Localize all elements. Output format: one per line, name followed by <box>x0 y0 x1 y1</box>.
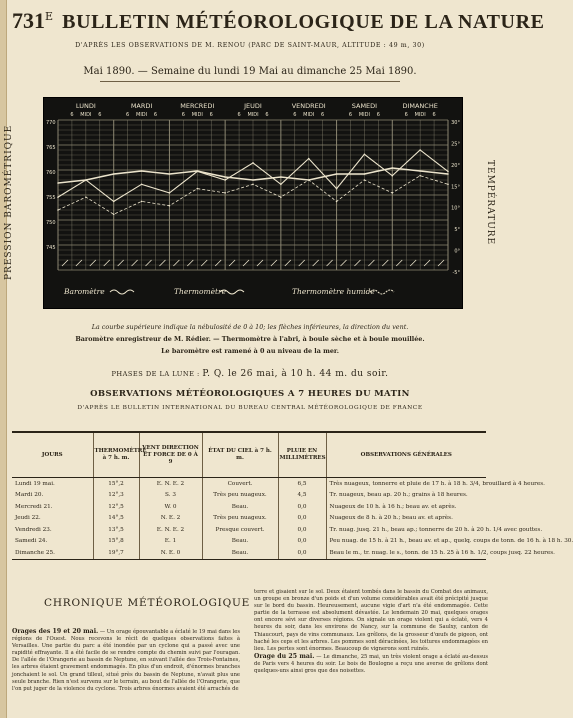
temperature-tick-label: 25° <box>451 141 460 148</box>
series-point <box>169 173 171 175</box>
table-header-row <box>12 432 486 478</box>
temperature-tick-label: 30° <box>451 120 460 126</box>
series-point <box>364 173 366 175</box>
cell-jour: Lundi 19 mai. <box>15 480 55 487</box>
series-point <box>252 162 254 164</box>
legend-label: Thermomètre humide <box>292 287 375 296</box>
cell-etat: Très peu nuageux. <box>202 513 278 525</box>
temperature-tick-label: -5° <box>452 270 460 276</box>
chart-hour-label: 6 <box>404 112 408 118</box>
bulletin-title <box>12 8 545 38</box>
cell-obs: Nuageux de 8 h. à 20 h.; beau av. et après. <box>326 513 486 525</box>
moon-phases <box>0 369 500 379</box>
text-orage-25: — Le dimanche, 25 mai, un très violent orage a éclaté au-dessus de Paris vers 4 heures du soir. Le bois de Boulogne a reçu une averse de grêlons dont quelques-uns ainsi gros que des noisettes. <box>254 653 488 675</box>
series-point <box>280 183 282 185</box>
chart-hour-label: 6 <box>70 112 74 118</box>
week-range: Mai 1890. — Semaine du lundi 19 Mai au dimanche 25 Mai 1890. <box>83 66 417 77</box>
series-point <box>447 171 449 173</box>
pressure-tick-label: 765 <box>46 145 56 151</box>
pressure-tick-label: 770 <box>46 120 56 126</box>
chart-hour-label: MIDI <box>191 112 203 118</box>
series-point <box>113 213 115 215</box>
text-orages-19-20: — Un orage épouvantable a éclaté le 19 mai dans les régions de l'Ouest. Nous recevons le récit de quelques observations faites à Versailles. Une partie du parc a été inondée par un cyclone qui a passé avec une rapidité effrayante. Il a été facile de se rendre compte du chemin suivi par l'ouragan. De l'allée de l'Orangerie au bassin de Neptune, en suivant l'allée des Trois-Fontaines, les arbres étaient gravement endommagés. En plus d'un endroit, d'énormes branches jonchaient le sol. Un grand tilleul, situé près du bassin de Neptune, n'avait plus une seule branche. Rien n'est survenu sur le terrain, au bout de l'allée de l'Orangerie, que l'on put juger de la violence du cyclone. Trois arbres énormes avaient été arrachés de <box>12 629 240 692</box>
temperature-tick-label: 20° <box>451 162 460 169</box>
cell-thermo: 15°,2 <box>93 478 139 490</box>
series-point <box>57 182 59 184</box>
temperature-tick-label: 10° <box>451 205 460 212</box>
temperature-side-label: TEMPÉRATURE <box>485 160 495 246</box>
chart-day-label: DIMANCHE <box>402 102 438 110</box>
series-point <box>141 201 143 203</box>
chart-day-label: LUNDI <box>75 102 96 110</box>
series-point <box>196 188 198 190</box>
cell-vent: E. 1 <box>139 536 202 548</box>
chronique-title: CHRONIQUE MÉTÉOROLOGIQUE <box>44 597 251 609</box>
series-point <box>113 173 115 175</box>
legend-label: Baromètre <box>64 287 105 296</box>
series-point <box>113 201 115 203</box>
cell-pluie: 0,0 <box>278 547 326 559</box>
series-point <box>419 175 421 177</box>
cell-pluie: 0,0 <box>278 536 326 548</box>
header-vent: VENT DIRECTION ET FORCE DE 0 À 9 <box>139 432 202 478</box>
series-point <box>252 179 254 181</box>
series-point <box>57 196 59 198</box>
series-point <box>336 201 338 203</box>
series-point <box>308 158 310 160</box>
lead-orage-25: Orage du 25 mai. <box>254 652 315 660</box>
cell-pluie: 0,0 <box>278 524 326 536</box>
table-row <box>12 524 486 536</box>
series-point <box>169 192 171 194</box>
chart-hour-label: 6 <box>293 112 297 118</box>
issue-suffix: E <box>45 10 54 23</box>
chart-day-label: JEUDI <box>244 102 262 110</box>
chart-hour-label: 6 <box>126 112 130 118</box>
cell-thermo: 15°,8 <box>93 536 139 548</box>
table-row <box>12 501 486 513</box>
observations-table <box>12 431 573 560</box>
divider <box>100 81 400 82</box>
chart-day-label: VENDREDI <box>291 102 326 110</box>
pressure-tick-label: 745 <box>46 245 56 251</box>
chart-hour-label: MIDI <box>136 112 148 118</box>
cell-jour: Vendredi 23. <box>15 526 52 533</box>
cell-thermo: 12°,3 <box>93 490 139 502</box>
series-point <box>447 173 449 175</box>
cell-etat: Beau. <box>202 536 278 548</box>
explanation-nebulosite: La courbe supérieure indique la nébulosité de 0 à 10; les flèches inférieures, la direction du vent. <box>91 323 409 331</box>
table-row <box>12 547 486 559</box>
chart-hour-label: 6 <box>181 112 185 118</box>
series-point <box>391 175 393 177</box>
chart-hour-label: MIDI <box>303 112 315 118</box>
cell-jour: Jeudi 22. <box>15 515 41 521</box>
chart-day-label: SAMEDI <box>351 102 378 110</box>
chart-hour-label: MIDI <box>358 112 370 118</box>
observations-subtitle: D'APRÈS LE BULLETIN INTERNATIONAL DU BUREAU CENTRAL MÉTÉOROLOGIQUE DE FRANCE <box>77 405 423 411</box>
chronique-column-left <box>12 628 240 693</box>
chart-hour-label: 6 <box>321 112 325 118</box>
cell-etat: Très peu nuageux. <box>202 490 278 502</box>
cell-jour: Mardi 20. <box>15 492 44 498</box>
header-pluie: PLUIE EN MILLIMÈTRES <box>278 432 326 478</box>
chart-day-label: MERCREDI <box>180 102 215 110</box>
chronique-column-right <box>254 589 488 675</box>
chart-hour-label: 6 <box>348 112 353 118</box>
chart-hour-label: 6 <box>265 112 269 118</box>
cell-jour: Mercredi 21. <box>15 503 53 510</box>
issue-number: 731 <box>12 8 45 33</box>
series-point <box>447 183 449 185</box>
header-etat-ciel: ÉTAT DU CIEL à 7 h. m. <box>202 432 278 478</box>
table-row <box>12 490 486 502</box>
cell-thermo: 13°,5 <box>93 524 139 536</box>
cell-jour: Dimanche 25. <box>12 547 93 559</box>
pressure-side-label: PRESSION BAROMÉTRIQUE <box>4 124 14 280</box>
series-point <box>391 192 393 194</box>
cell-vent: E. N. E. 2 <box>139 478 202 490</box>
series-point <box>224 179 226 181</box>
cell-etat: Presque couvert. <box>202 524 278 536</box>
pressure-tick-label: 750 <box>46 220 56 226</box>
series-point <box>85 179 87 181</box>
chart-hour-label: MIDI <box>414 112 426 118</box>
header-jours: JOURS <box>12 432 93 478</box>
page-binding-edge <box>0 0 7 718</box>
chart-hour-label: MIDI <box>80 112 92 118</box>
bulletin-subtitle: D'APRÈS LES OBSERVATIONS DE M. RENOU (PARC DE SAINT-MAUR, ALTITUDE : 49 m, 30) <box>75 42 425 49</box>
chart-hour-label: 6 <box>237 112 241 118</box>
observations-title: OBSERVATIONS MÉTÉOROLOGIQUES A 7 HEURES DU MATIN <box>90 389 410 399</box>
series-point <box>196 171 198 173</box>
moon-phases-value: P. Q. le 26 mai, à 10 h. 44 m. du soir. <box>202 369 389 379</box>
legend-swatch <box>110 290 134 294</box>
cell-etat: Beau. <box>202 501 278 513</box>
pressure-tick-label: 760 <box>46 170 56 176</box>
cell-thermo: 14°,5 <box>93 513 139 525</box>
cell-obs: Tr. nuag. jusq. 21 h., beau ap.; tonnerre de 20 h. à 20 h. 1/4 avec gouttes. <box>326 524 486 536</box>
table-row <box>12 513 486 525</box>
cell-pluie: 4,5 <box>278 490 326 502</box>
cell-obs: Peu nuag. de 15 h. à 21 h., beau av. et ap., quelq. coups de tonn. de 16 h. à 18 h. 30. <box>326 536 486 548</box>
header-thermometre: THERMOMÈTRE à 7 h. m. <box>93 432 139 478</box>
series-point <box>336 173 338 175</box>
series-point <box>364 153 366 155</box>
cell-vent: E. N. E. 2 <box>139 524 202 536</box>
cell-thermo: 12°,5 <box>93 501 139 513</box>
cell-vent: S. 3 <box>139 490 202 502</box>
temperature-tick-label: 5° <box>454 227 460 234</box>
moon-phases-prefix: PHASES DE LA LUNE : <box>111 370 200 378</box>
chart-hour-label: 6 <box>98 112 102 118</box>
lead-orages-19-20: Orages des 19 et 20 mai. <box>12 628 99 635</box>
cell-vent: N. E. 0 <box>139 547 202 559</box>
cell-obs: Tr. nuageux, beau ap. 20 h.; grains à 18 heures. <box>326 490 486 502</box>
chart-hour-label: 6 <box>376 112 380 118</box>
weather-chart <box>43 97 463 309</box>
series-point <box>280 196 282 198</box>
chart-hour-label: 6 <box>209 112 213 118</box>
series-point <box>57 209 59 211</box>
cell-obs: Beau le m., tr. nuag. le s., tonn. de 15 h. 25 à 16 h. 1/2, coups jusq. 22 heures. <box>326 547 486 559</box>
series-point <box>141 183 143 185</box>
series-point <box>224 176 226 178</box>
explanation-sea-level: Le baromètre est ramené à 0 au niveau de la mer. <box>161 347 339 355</box>
cell-pluie: 0,0 <box>278 513 326 525</box>
table-row <box>12 478 486 490</box>
series-point <box>419 149 421 151</box>
temperature-tick-label: 0° <box>454 248 460 255</box>
header-observations: OBSERVATIONS GÉNÉRALES <box>326 432 486 478</box>
series-point <box>224 192 226 194</box>
title-text: BULLETIN MÉTÉOROLOGIQUE DE LA NATURE <box>62 11 545 33</box>
series-point <box>308 179 310 181</box>
table-row <box>12 536 486 548</box>
cell-thermo: 19°,7 <box>93 547 139 559</box>
legend-label: Thermomètre <box>174 287 227 296</box>
explanation-instruments: Baromètre enregistreur de M. Rédier. — Thermomètre à l'abri, à boule sèche et à boule mouillée. <box>75 335 425 343</box>
cell-obs: Nuageux de 10 h. à 16 h.; beau av. et après. <box>326 501 486 513</box>
series-point <box>336 188 338 190</box>
series-point <box>419 170 421 172</box>
series-point <box>252 183 254 185</box>
cell-obs: Très nuageux, tonnerre et pluie de 17 h. à 18 h. 3/4, brouillard à 4 heures. <box>326 478 486 490</box>
cell-vent: N. E. 2 <box>139 513 202 525</box>
cell-jour: Samedi 24. <box>15 538 48 544</box>
series-point <box>391 167 393 169</box>
chart-svg <box>44 98 462 308</box>
series-point <box>364 179 366 181</box>
cell-pluie: 0,0 <box>278 501 326 513</box>
series-point <box>280 176 282 178</box>
cell-pluie: 6,5 <box>278 478 326 490</box>
chart-hour-label: 6 <box>432 112 436 118</box>
series-point <box>85 196 87 198</box>
temperature-tick-label: 15° <box>451 184 460 191</box>
text-continuation: terre et gisaient sur le sol. Deux étaient tombés dans le bassin du Combat des animaux, un groupe en bronze d'un poids et d'un volume considérables avait été précipité jusque sur le bord du bassin. Heureusement, aucune vigie d'art n'a été endommagée. Cette partie de la terrasse est absolument dévastée. Le lendemain 20 mai, quelques orages ont encore sévi sur diverses régions. On signale un orage violent qui a éclaté, vers 4 heures du soir, dans les environs de Nancy, sur la commune de Saulxy, canton de Thiaucourt, pays de vins communaux. Les grêlons, de la grosseur d'œufs de pigeon, ont haché les ceps et les arbres. Les pommes sont déracinées, les toitures endommagées en lieu. Les pertes sont énormes. Beaucoup de vignerons sont ruinés. <box>254 589 488 652</box>
pressure-tick-label: 755 <box>46 195 56 201</box>
series-point <box>141 170 143 172</box>
cell-etat: Beau. <box>202 547 278 559</box>
cell-etat: Couvert. <box>202 478 278 490</box>
series-point <box>169 205 171 207</box>
chart-hour-label: 6 <box>153 112 158 118</box>
cell-vent: W. 0 <box>139 501 202 513</box>
chart-hour-label: MIDI <box>247 112 259 118</box>
chart-day-label: MARDI <box>130 102 153 110</box>
